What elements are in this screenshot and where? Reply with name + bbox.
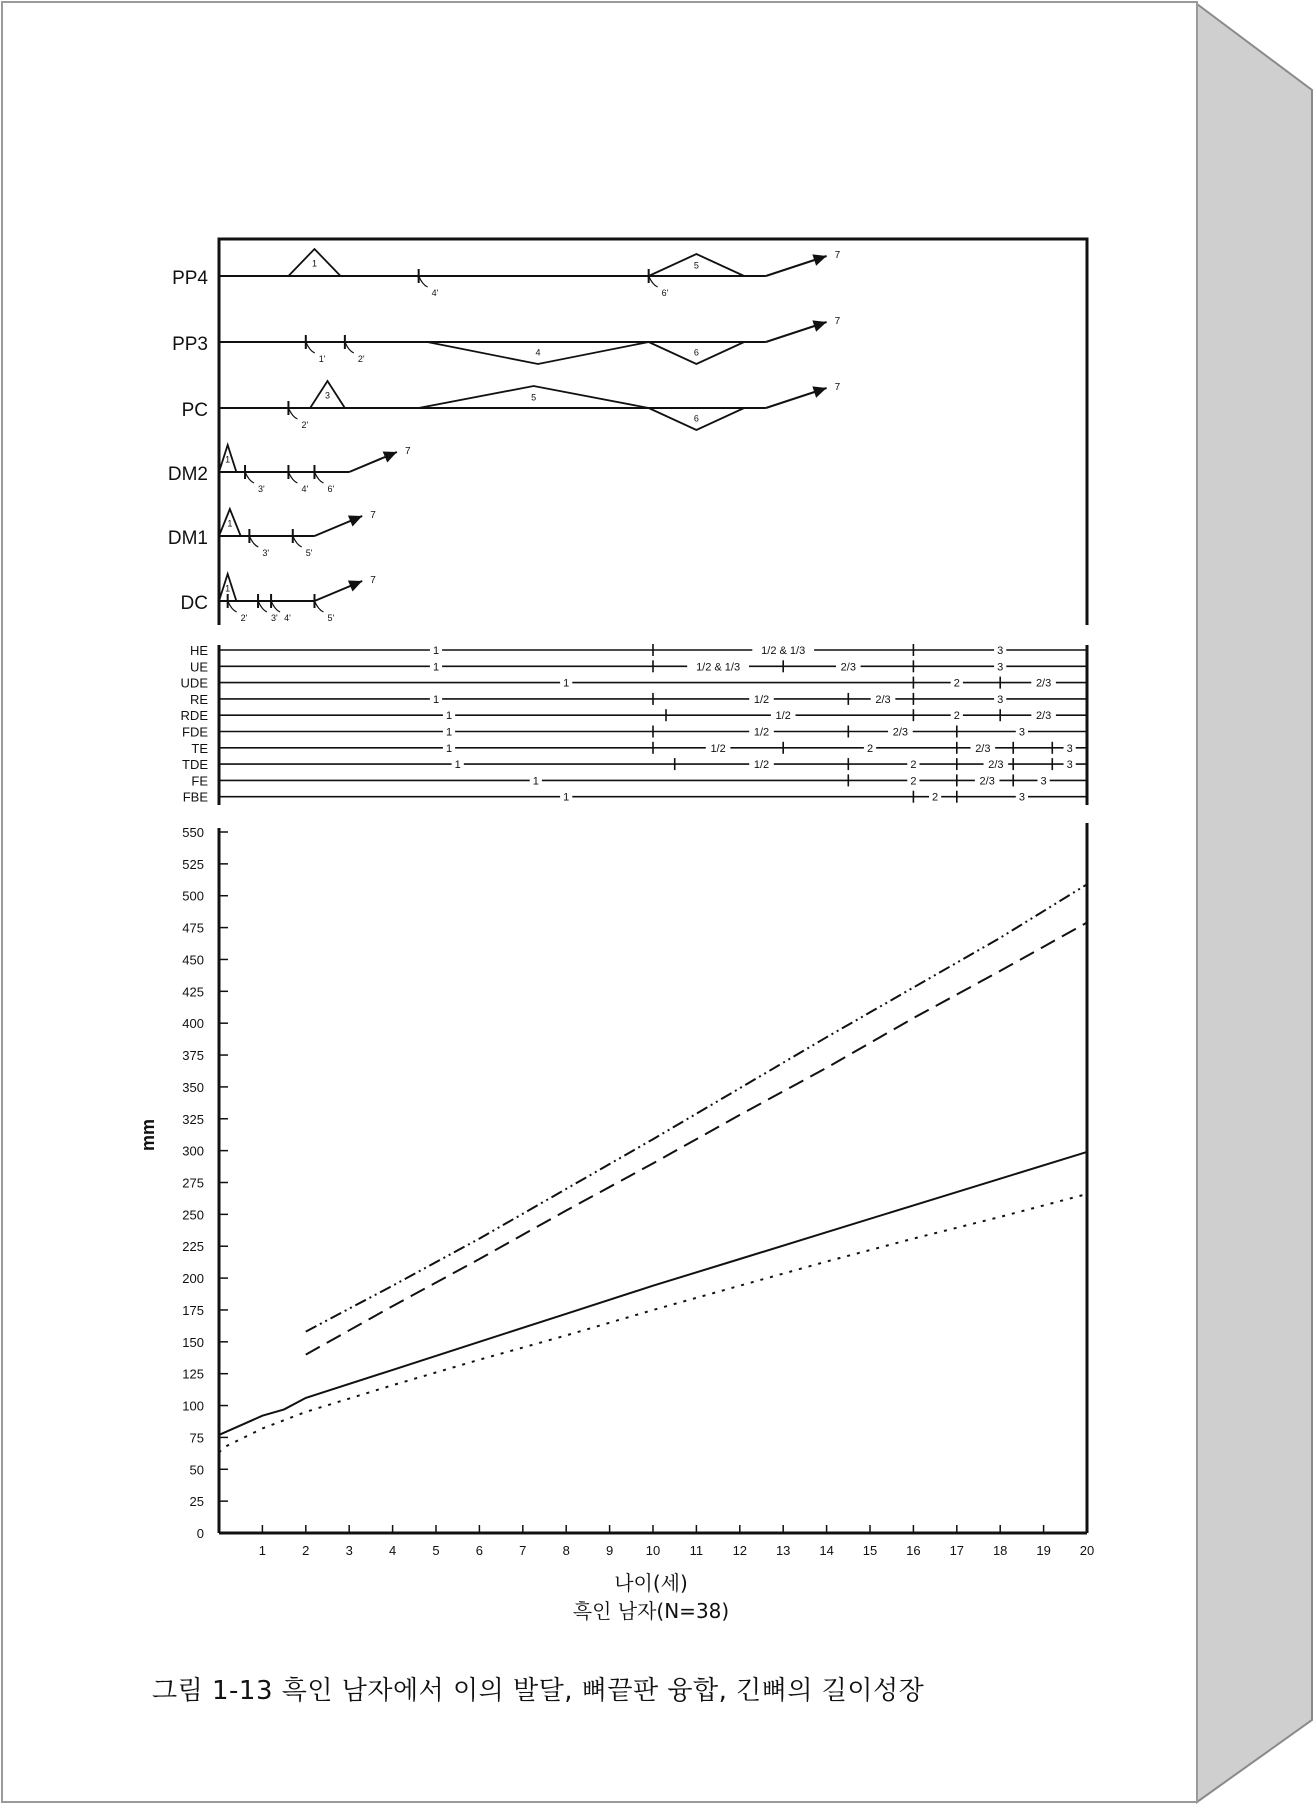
stage-label: 3 <box>324 390 331 401</box>
x-tick-label: 14 <box>819 1543 834 1558</box>
stage-label: 2' <box>240 613 248 623</box>
x-tick-label: 15 <box>862 1543 878 1558</box>
y-tick-label: 225 <box>182 1239 204 1255</box>
fusion-label-fde: FDE <box>182 724 208 740</box>
stage-hook <box>314 601 323 612</box>
stage-arrowhead <box>812 320 826 331</box>
stage-hook <box>245 472 254 483</box>
fusion-value-label: 1/2 <box>710 742 726 755</box>
fusion-value-label: 2 <box>932 791 939 804</box>
stage-label: 7 <box>834 382 841 393</box>
fusion-label-fbe: FBE <box>182 789 208 805</box>
stage-hook <box>293 536 302 547</box>
fusion-value-label: 2 <box>866 742 874 755</box>
stage-label: 7 <box>834 250 841 261</box>
stage-label: 2' <box>301 420 309 430</box>
y-tick-label: 200 <box>182 1271 204 1287</box>
x-tick-label: 4 <box>388 1543 397 1558</box>
stage-label: 6 <box>693 413 699 424</box>
stage-label: 5 <box>693 260 699 271</box>
fusion-value-label: 2 <box>910 775 917 788</box>
fusion-label-te: TE <box>191 740 208 756</box>
stage-label: 1 <box>227 518 233 529</box>
stage-label: 7 <box>370 510 376 521</box>
stage-label: 3' <box>258 484 265 494</box>
fusion-value-label: 1 <box>445 742 453 755</box>
stage-label: 6 <box>693 347 699 358</box>
x-axis-label: 나이(세) <box>614 1571 688 1595</box>
fusion-value-label: 1 <box>432 661 440 674</box>
fusion-value-label: 3 <box>1066 759 1073 772</box>
row-label-pp3: PP3 <box>172 334 208 355</box>
stage-label: 7 <box>834 316 841 327</box>
row-label-pp4: PP4 <box>172 268 208 289</box>
stage-hook <box>288 472 297 483</box>
fusion-value-label: 3 <box>997 661 1004 674</box>
stage-label: 5 <box>531 392 537 403</box>
fusion-value-label: 3 <box>1040 775 1047 788</box>
page-edge <box>1197 4 1312 1802</box>
fusion-label-rde: RDE <box>180 708 208 724</box>
tooth-development-panel <box>168 239 1087 625</box>
fusion-label-ude: UDE <box>180 675 208 691</box>
fusion-value-label: 3 <box>997 693 1004 706</box>
stage-label: 3' <box>262 548 270 558</box>
bone-growth-panel <box>138 823 1094 1623</box>
y-tick-label: 375 <box>182 1048 204 1064</box>
y-tick-label: 25 <box>189 1494 204 1510</box>
y-tick-label: 425 <box>182 984 204 1000</box>
stage-label: 7 <box>404 446 411 457</box>
stage-hook <box>288 408 297 419</box>
x-tick-label: 16 <box>906 1543 921 1558</box>
fusion-value-label: 2/3 <box>892 726 909 739</box>
y-tick-label: 0 <box>196 1526 204 1541</box>
series-line-dashed <box>306 923 1087 1355</box>
stage-label: 5' <box>327 613 335 623</box>
row-label-dm2: DM2 <box>167 464 208 485</box>
fusion-value-label: 2/3 <box>979 775 995 788</box>
y-tick-label: 400 <box>182 1016 204 1032</box>
tooth-panel-frame <box>219 239 1087 625</box>
stage-hook <box>271 601 280 612</box>
fusion-value-label: 2/3 <box>975 742 991 755</box>
x-tick-label: 12 <box>732 1543 748 1558</box>
y-tick-label: 525 <box>182 856 204 872</box>
fusion-value-label: 1/2 & 1/3 <box>696 661 741 674</box>
fusion-value-label: 1/2 <box>775 710 791 723</box>
row-label-dc: DC <box>180 593 208 614</box>
fusion-value-label: 1 <box>454 759 461 772</box>
fusion-value-label: 2/3 <box>1035 710 1052 723</box>
fusion-value-label: 2/3 <box>988 759 1004 772</box>
x-tick-label: 7 <box>519 1543 527 1558</box>
stage-label: 4' <box>431 288 439 298</box>
stage-label: 1 <box>225 454 231 465</box>
stage-arrowhead <box>812 254 826 265</box>
fusion-label-he: HE <box>189 643 208 658</box>
stage-hook <box>314 472 323 483</box>
fusion-value-label: 2 <box>910 759 917 772</box>
chart-subtitle: 흑인 남자(N=38) <box>572 1599 730 1623</box>
y-tick-label: 150 <box>182 1334 204 1350</box>
fusion-label-re: RE <box>189 691 208 707</box>
stage-label: 3' <box>271 613 278 623</box>
x-tick-label: 19 <box>1036 1543 1051 1558</box>
stage-hook <box>345 342 354 353</box>
y-tick-label: 325 <box>182 1111 204 1127</box>
x-tick-label: 18 <box>992 1543 1008 1558</box>
series-line-dotted <box>219 1194 1087 1453</box>
stage-label: 5' <box>305 548 313 558</box>
series-line-dash-dot-dot <box>306 884 1087 1331</box>
y-tick-label: 175 <box>182 1302 204 1318</box>
fusion-value-label: 1/2 <box>753 726 770 739</box>
y-tick-label: 500 <box>182 888 204 904</box>
y-tick-label: 275 <box>182 1175 204 1191</box>
fusion-value-label: 1 <box>445 710 453 723</box>
fusion-value-label: 1 <box>563 791 570 804</box>
y-tick-label: 350 <box>182 1079 204 1095</box>
stage-arrowhead <box>812 386 826 397</box>
fusion-value-label: 1/2 <box>753 759 770 772</box>
fusion-value-label: 3 <box>1018 726 1025 739</box>
fusion-value-label: 1 <box>445 726 453 739</box>
x-tick-label: 11 <box>689 1543 704 1558</box>
stage-label: 1 <box>225 583 231 594</box>
y-axis-label: mm <box>138 1118 158 1152</box>
fusion-value-label: 1 <box>532 775 539 788</box>
fusion-value-label: 3 <box>1066 742 1073 755</box>
y-tick-label: 300 <box>182 1143 204 1159</box>
stage-label: 1 <box>311 258 317 269</box>
fusion-label-fe: FE <box>191 773 208 789</box>
stage-label: 4' <box>284 613 291 623</box>
row-label-pc: PC <box>181 400 208 421</box>
x-tick-label: 9 <box>605 1543 614 1558</box>
fusion-value-label: 1 <box>563 677 570 690</box>
fusion-value-label: 1/2 <box>753 693 770 706</box>
fusion-value-label: 2/3 <box>840 661 856 674</box>
y-tick-label: 550 <box>182 825 204 840</box>
stage-label: 7 <box>370 575 376 586</box>
stage-hook <box>649 276 658 287</box>
x-tick-label: 17 <box>949 1543 965 1558</box>
series-line-solid <box>219 1152 1087 1435</box>
stage-label: 4 <box>535 347 541 358</box>
y-tick-label: 100 <box>182 1398 204 1414</box>
fusion-value-label: 2/3 <box>875 693 891 706</box>
x-tick-label: 5 <box>432 1543 440 1558</box>
y-tick-label: 250 <box>182 1207 204 1223</box>
x-tick-label: 13 <box>775 1543 791 1558</box>
stage-label: 2' <box>357 354 365 364</box>
y-tick-label: 475 <box>182 920 204 936</box>
y-tick-label: 125 <box>182 1366 204 1382</box>
x-tick-label: 1 <box>258 1543 267 1558</box>
fusion-value-label: 1/2 & 1/3 <box>761 645 806 657</box>
fusion-value-label: 2 <box>953 710 960 723</box>
x-tick-label: 2 <box>302 1543 310 1558</box>
fusion-value-label: 1 <box>432 693 440 706</box>
stage-hook <box>306 342 315 353</box>
stage-label: 4' <box>301 484 309 494</box>
y-tick-label: 450 <box>182 952 204 968</box>
fusion-value-label: 2 <box>953 677 960 690</box>
x-tick-label: 20 <box>1079 1543 1095 1558</box>
fusion-value-label: 3 <box>1018 791 1025 804</box>
stage-label: 6' <box>661 288 669 298</box>
stage-label: 1' <box>318 354 326 364</box>
stage-hook <box>228 601 237 612</box>
fusion-value-label: 2/3 <box>1035 677 1052 690</box>
fusion-value-label: 1 <box>432 645 440 657</box>
y-tick-label: 75 <box>189 1430 204 1446</box>
fusion-label-tde: TDE <box>182 757 208 773</box>
x-tick-label: 3 <box>345 1543 353 1558</box>
epiphyseal-fusion-panel <box>181 643 1087 805</box>
x-tick-label: 10 <box>645 1543 661 1558</box>
x-tick-label: 6 <box>475 1543 484 1558</box>
stage-hook <box>249 536 258 547</box>
row-label-dm1: DM1 <box>167 528 208 549</box>
figure-caption: 그림 1-13 흑인 남자에서 이의 발달, 뼈끝판 융합, 긴뼈의 길이성장 <box>152 1676 925 1706</box>
x-tick-label: 8 <box>562 1543 570 1558</box>
stage-hook <box>419 276 428 287</box>
stage-label: 6' <box>327 484 335 494</box>
y-tick-label: 50 <box>189 1462 204 1478</box>
fusion-label-ue: UE <box>189 659 208 675</box>
stage-hook <box>258 601 267 612</box>
fusion-value-label: 3 <box>997 645 1004 657</box>
